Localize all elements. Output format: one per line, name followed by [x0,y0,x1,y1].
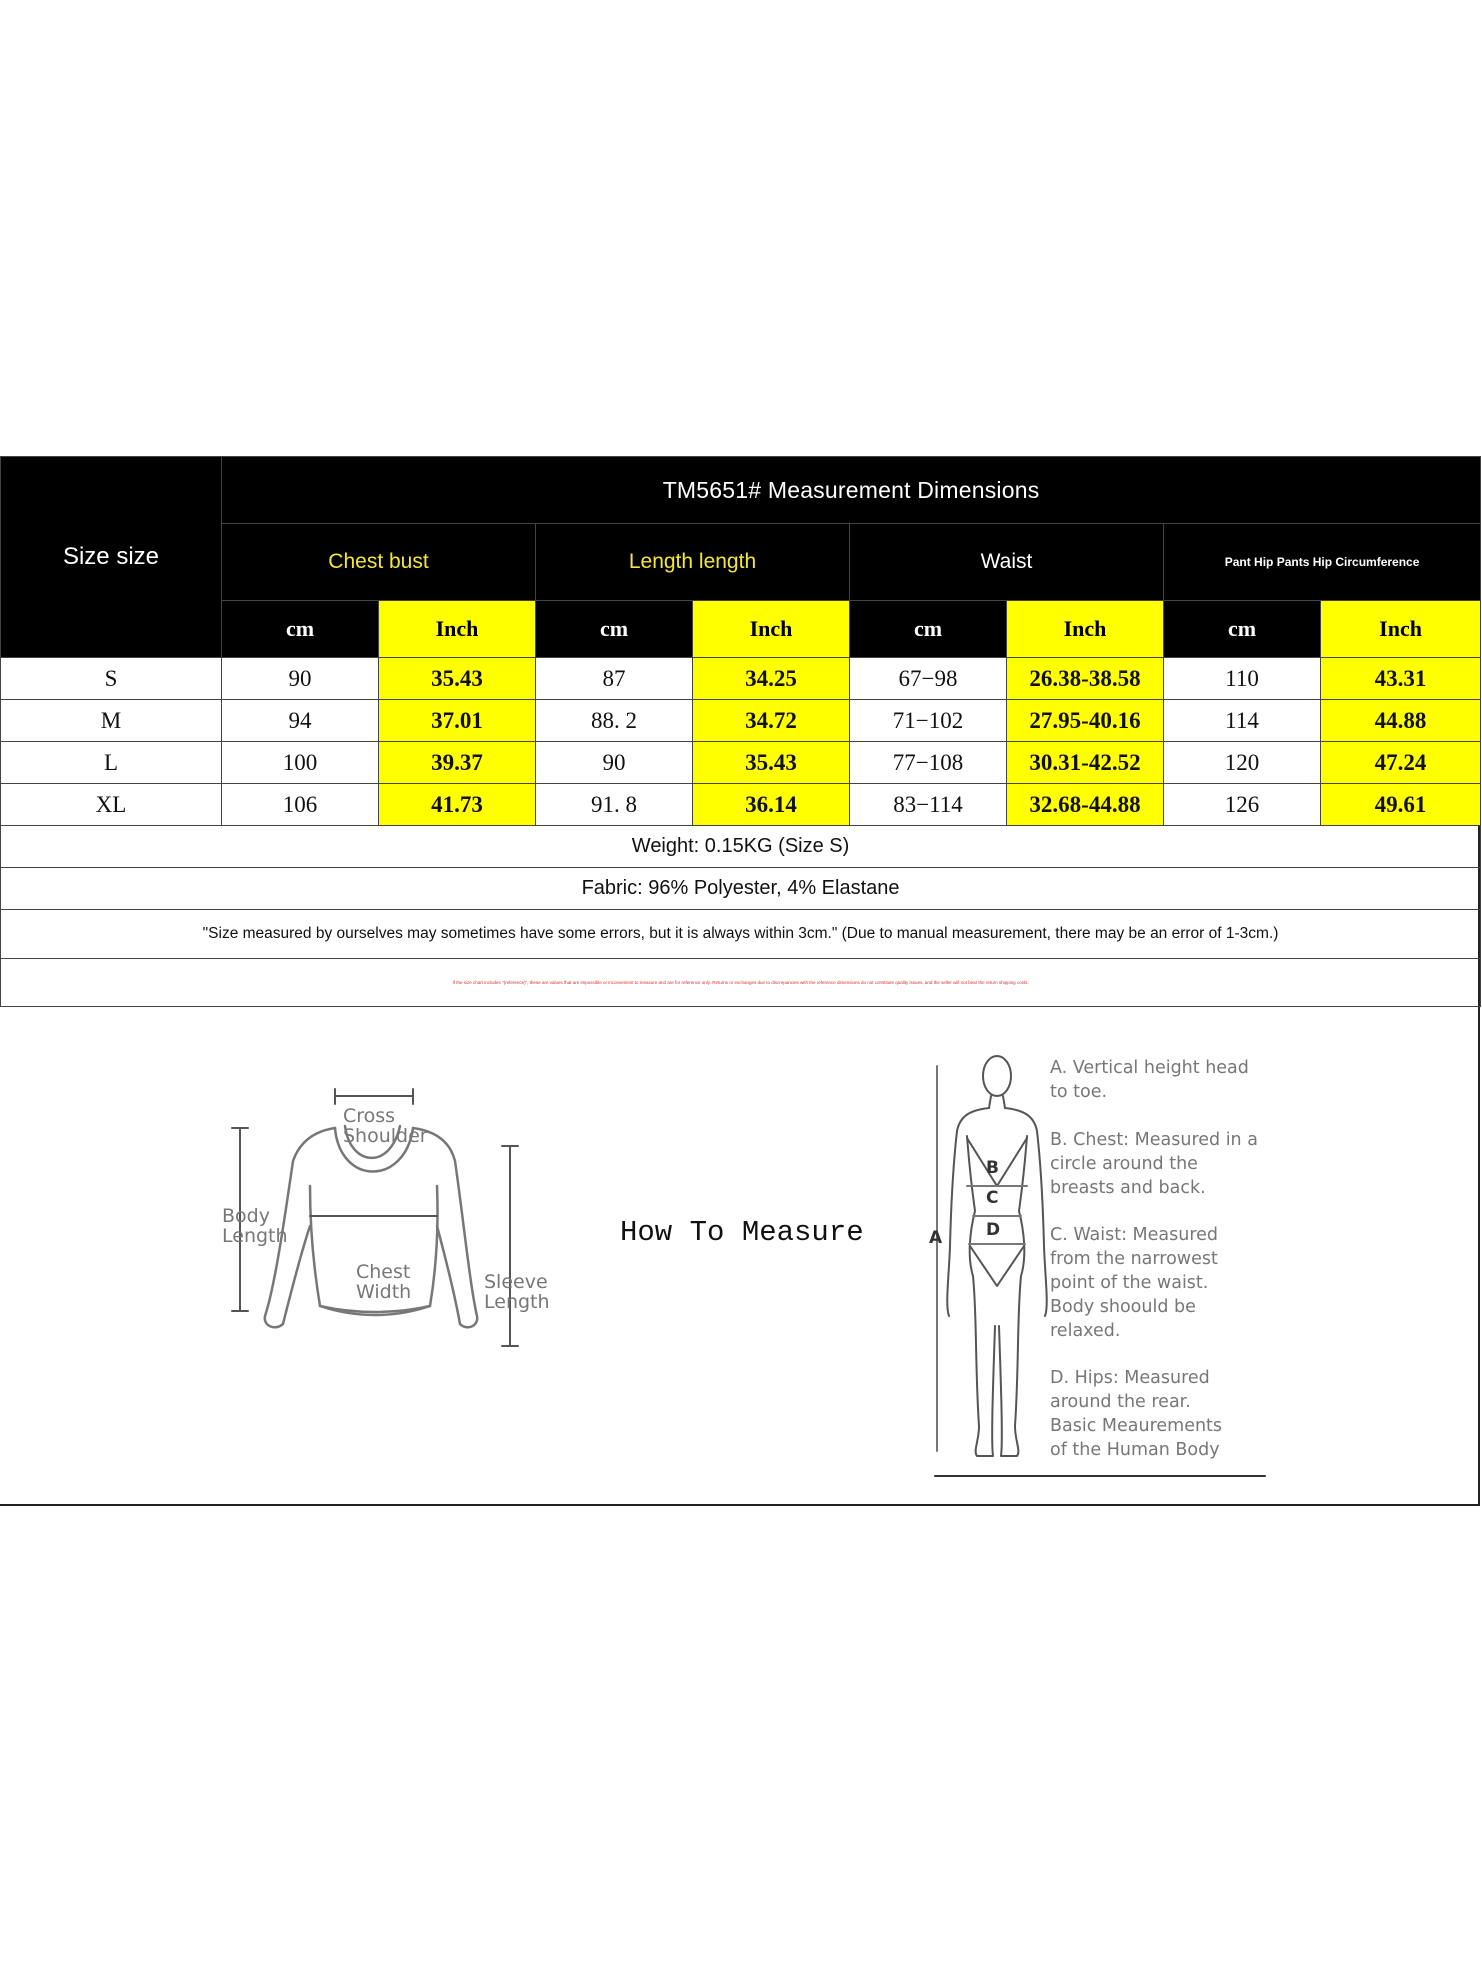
table-cell: 39.37 [379,742,536,784]
table-cell: 83−114 [850,784,1007,826]
table-cell: 27.95-40.16 [1007,700,1164,742]
table-cell: 71−102 [850,700,1007,742]
group-length: Length length [536,524,850,601]
body-length-label: Body Length [222,1205,288,1247]
letter-d: D [986,1220,1001,1240]
how-to-measure-section [0,1016,1480,1506]
table-cell: 110 [1164,658,1321,700]
table-row [1,784,1481,826]
sleeve-length-label: Sleeve Length [484,1271,550,1313]
table-title: TM5651# Measurement Dimensions [222,457,1481,524]
table-cell: 44.88 [1321,700,1481,742]
table-cell: 36.14 [693,784,850,826]
table-cell: 35.43 [693,742,850,784]
size-column-header: Size size [1,457,222,658]
table-cell: 34.72 [693,700,850,742]
note-b: B. Chest: Measured in a circle around the breasts and back. [1050,1130,1258,1198]
note-d: D. Hips: Measured around the rear. Basic Meaurements of the Human Body [1050,1368,1223,1460]
unit-header: cm [222,601,379,658]
group-hip: Pant Hip Pants Hip Circumference [1164,524,1481,601]
fine-print-note: If the size chart includes "(reference)", these are values that are impossible or inconvenient to measure and are for reference only. Returns or exchanges due to discrepancies with the reference dimensions do not constitute quality issues, and the seller will not bear the return shipping costs. [1,959,1481,1007]
table-cell: 91. 8 [536,784,693,826]
unit-header: Inch [1007,601,1164,658]
note-c: C. Waist: Measured from the narrowest point of the waist. Body shoould be relaxed. [1050,1225,1219,1341]
group-chest-bust: Chest bust [222,524,536,601]
weight-note: Weight: 0.15KG (Size S) [1,826,1481,868]
disclaimer-note: "Size measured by ourselves may sometimes have some errors, but it is always within 3cm." (Due to manual measurement, there may be an error of 1-3cm.) [1,910,1481,959]
table-cell: 35.43 [379,658,536,700]
table-cell: 90 [536,742,693,784]
letter-c: C [986,1188,999,1208]
unit-header: cm [536,601,693,658]
table-cell: 30.31-42.52 [1007,742,1164,784]
unit-header: cm [1164,601,1321,658]
size-label: L [1,742,222,784]
unit-header: Inch [1321,601,1481,658]
table-cell: 106 [222,784,379,826]
table-row [1,742,1481,784]
size-table [0,456,1481,1007]
table-cell: 32.68-44.88 [1007,784,1164,826]
cross-shoulder-label: Cross Shoulder [343,1105,428,1147]
table-cell: 77−108 [850,742,1007,784]
table-cell: 37.01 [379,700,536,742]
table-row [1,700,1481,742]
table-row [1,658,1481,700]
group-waist: Waist [850,524,1164,601]
table-cell: 114 [1164,700,1321,742]
table-cell: 126 [1164,784,1321,826]
table-cell: 90 [222,658,379,700]
table-cell: 87 [536,658,693,700]
fabric-note: Fabric: 96% Polyester, 4% Elastane [1,868,1481,910]
unit-header: Inch [379,601,536,658]
table-cell: 34.25 [693,658,850,700]
size-label: XL [1,784,222,826]
chest-width-label: Chest Width [356,1261,412,1303]
table-cell: 41.73 [379,784,536,826]
unit-header: cm [850,601,1007,658]
table-cell: 49.61 [1321,784,1481,826]
table-cell: 88. 2 [536,700,693,742]
size-label: M [1,700,222,742]
size-chart [0,456,1480,1506]
table-cell: 47.24 [1321,742,1481,784]
size-label: S [1,658,222,700]
table-cell: 43.31 [1321,658,1481,700]
table-cell: 67−98 [850,658,1007,700]
table-cell: 120 [1164,742,1321,784]
unit-header: Inch [693,601,850,658]
table-cell: 100 [222,742,379,784]
table-cell: 94 [222,700,379,742]
letter-a: A [929,1228,943,1248]
how-to-measure-title: How To Measure [620,1216,864,1249]
table-cell: 26.38-38.58 [1007,658,1164,700]
letter-b: B [986,1158,999,1178]
note-a: A. Vertical height head to toe. [1050,1058,1249,1102]
